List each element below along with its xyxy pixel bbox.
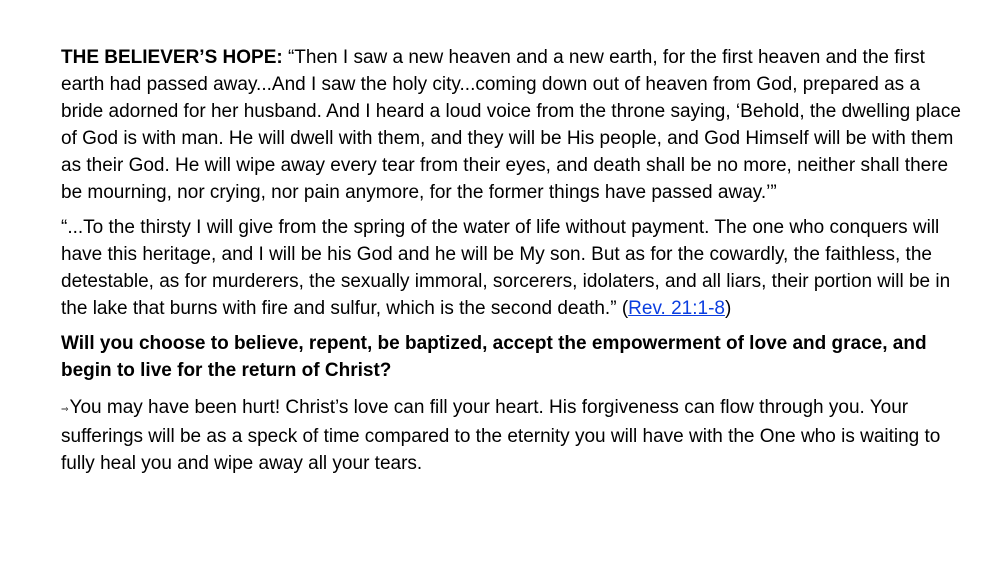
invitation-question: Will you choose to believe, repent, be baptized, accept the empowerment of love and grace, and begin to live for the return of Christ? [61, 333, 927, 381]
slide-content [61, 44, 961, 485]
believers-hope-text: “Then I saw a new heaven and a new earth, for the first heaven and the first earth had passed away...And I saw the holy city...coming down out of heaven from God, prepared as a bride adorned for her husband. And I heard a loud voice from the throne saying, ‘Behold, the dwelling place of God is with man. He will dwell with them, and they will be His people, and God Himself will be with them as their God. He will wipe away every tear from their eyes, and death shall be no more, neither shall there be mourning, nor crying, nor pain anymore, for the former things have passed away.’” [61, 47, 961, 203]
scripture-reference-link[interactable]: Rev. 21:1-8 [628, 298, 725, 319]
thirsty-paragraph [61, 214, 961, 322]
hurt-text: You may have been hurt! Christ’s love can fill your heart. His forgiveness can flow through you. Your sufferings will be as a speck of time compared to the eternity you will have with the One who is waiting to fully heal you and wipe away all your tears. [61, 397, 941, 474]
arrow-bullet-icon: ⇒ [61, 404, 69, 414]
hurt-paragraph [61, 394, 961, 477]
reference-closing-paren: ) [724, 298, 732, 319]
believers-hope-paragraph [61, 44, 961, 206]
thirsty-text: “...To the thirsty I will give from the spring of the water of life without payment. The one who conquers will have this heritage, and I will be his God and he will be My son. But as for the cowardly, the faithless, the detestable, as for murderers, the sexually immoral, sorcerers, idolaters, and all liars, their portion will be in the lake that burns with fire and sulfur, which is the second death.” ( [61, 217, 951, 319]
believers-hope-label: THE BELIEVER’S HOPE: [61, 47, 283, 68]
